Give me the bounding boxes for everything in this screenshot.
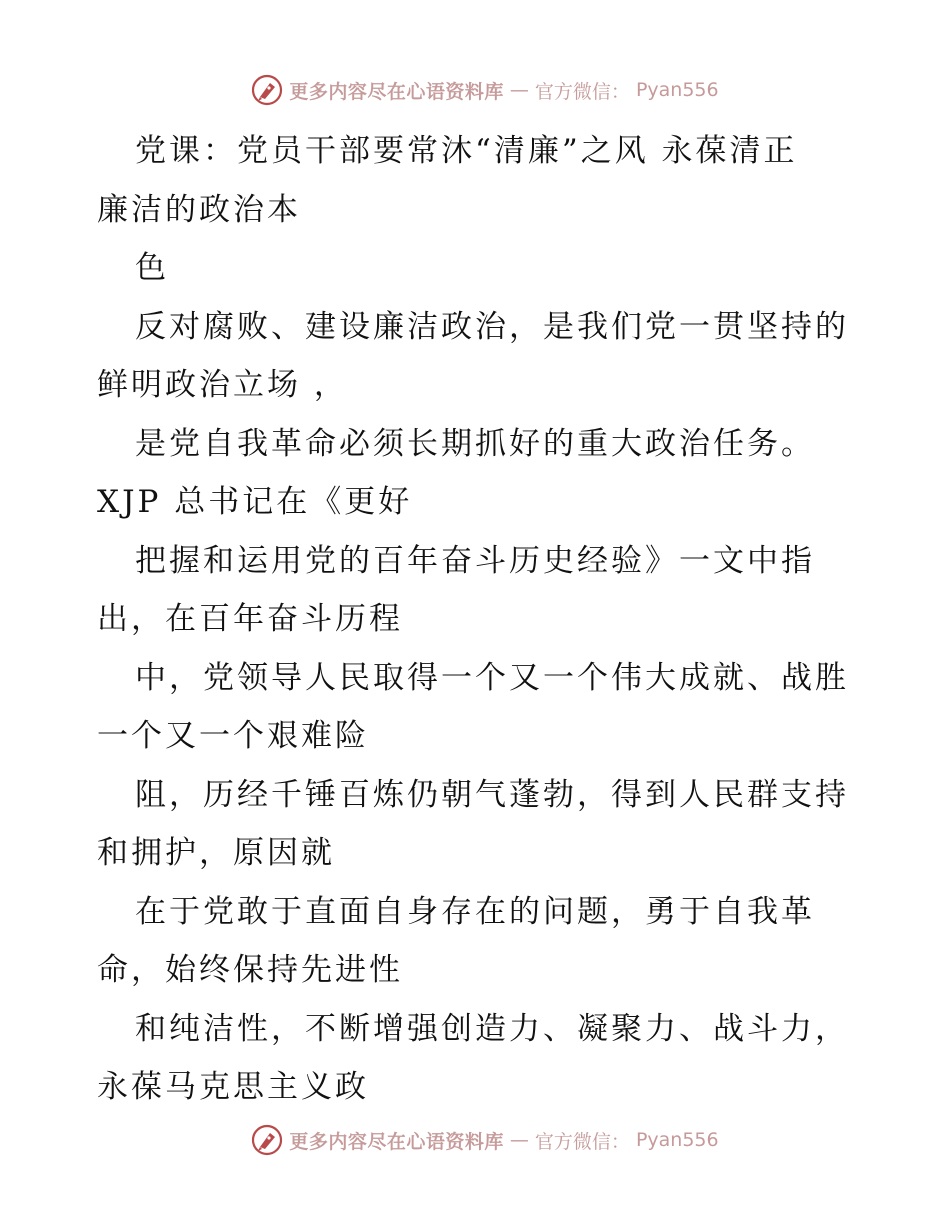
footer-banner-text: 更多内容尽在心语资料库	[289, 1130, 504, 1153]
document-line: 出，在百年奋斗历程	[97, 601, 403, 637]
document-line: 色	[135, 250, 169, 286]
document-line: 命，始终保持先进性	[97, 952, 403, 988]
document-line: 一个又一个艰难险	[97, 718, 369, 754]
footer-banner-inner	[251, 1124, 718, 1156]
header-banner-contact-label: 官方微信：	[534, 80, 630, 103]
header-banner-handle: Pyan556	[635, 79, 719, 101]
document-line: XJP 总书记在《更好	[97, 484, 413, 520]
header-banner	[0, 70, 950, 110]
header-banner-text: 更多内容尽在心语资料库	[289, 80, 504, 103]
document-line: 和纯洁性，不断增强创造力、凝聚力、战斗力，	[135, 1010, 849, 1047]
document-line: 鲜明政治立场 ，	[97, 367, 348, 403]
pen-nib-logo-icon	[251, 74, 283, 106]
pen-nib-logo-icon	[251, 1124, 283, 1156]
document-line: 和拥护，原因就	[97, 835, 335, 871]
footer-banner-separator: —	[509, 1129, 529, 1151]
document-line: 中，党领导人民取得一个又一个伟大成就、战胜	[135, 659, 849, 696]
document-line: 阻，历经千锤百炼仍朝气蓬勃，得到人民群支持	[135, 776, 849, 813]
document-line: 廉洁的政治本	[97, 191, 301, 228]
document-line: 反对腐败、建设廉洁政治，是我们党一贯坚持的	[135, 308, 849, 345]
document-line: 永葆马克思主义政	[97, 1069, 369, 1105]
footer-banner	[0, 1120, 950, 1160]
footer-banner-contact-label: 官方微信：	[534, 1130, 630, 1153]
document-line: 是党自我革命必须长期抓好的重大政治任务。	[135, 425, 815, 462]
document-body	[97, 122, 857, 1117]
document-line: 把握和运用党的百年奋斗历史经验》一文中指	[135, 542, 815, 579]
footer-banner-handle: Pyan556	[635, 1129, 719, 1151]
header-banner-separator: —	[509, 79, 529, 101]
document-line: 在于党敢于直面自身存在的问题，勇于自我革	[135, 893, 815, 930]
header-banner-inner	[251, 74, 718, 106]
document-line: 党课：党员干部要常沐“清廉”之风 永葆清正	[135, 133, 798, 169]
